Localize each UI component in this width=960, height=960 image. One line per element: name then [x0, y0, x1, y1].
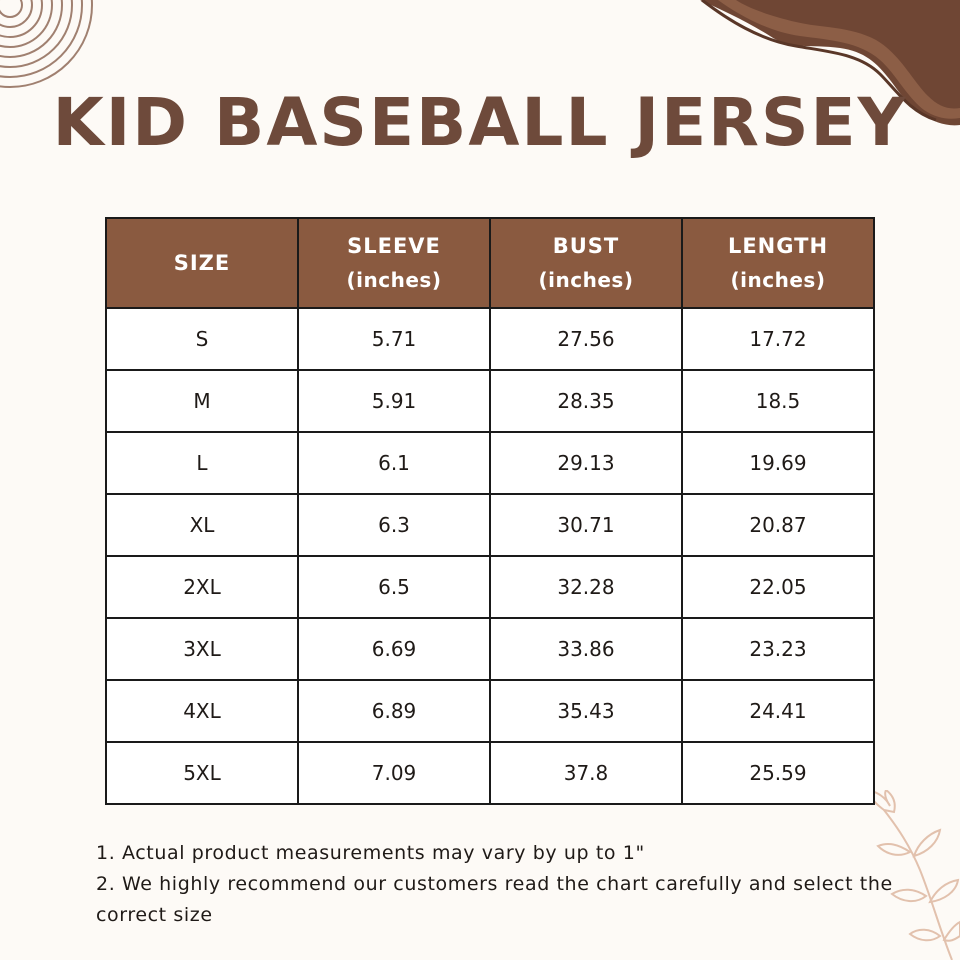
sleeve-cell: 6.1: [298, 432, 490, 494]
size-cell: M: [106, 370, 298, 432]
size-cell: 4XL: [106, 680, 298, 742]
header-unit: (inches): [730, 268, 826, 292]
table-row: [106, 742, 874, 804]
header-sleeve: [298, 218, 490, 308]
length-cell: 18.5: [682, 370, 874, 432]
length-cell: 23.23: [682, 618, 874, 680]
size-cell: 2XL: [106, 556, 298, 618]
bust-cell: 37.8: [490, 742, 682, 804]
table-row: [106, 680, 874, 742]
size-cell: L: [106, 432, 298, 494]
bust-cell: 27.56: [490, 308, 682, 370]
table-row: [106, 370, 874, 432]
table-row: [106, 556, 874, 618]
header-length: [682, 218, 874, 308]
note-read-chart: 2. We highly recommend our customers read the chart carefully and select the correct size: [96, 873, 893, 926]
header-label: BUST: [552, 234, 620, 258]
length-cell: 19.69: [682, 432, 874, 494]
bust-cell: 30.71: [490, 494, 682, 556]
length-cell: 24.41: [682, 680, 874, 742]
sleeve-cell: 6.89: [298, 680, 490, 742]
sleeve-cell: 6.69: [298, 618, 490, 680]
size-cell: 3XL: [106, 618, 298, 680]
table-row: [106, 494, 874, 556]
table-row: [106, 308, 874, 370]
notes-section: [96, 838, 896, 931]
bust-cell: 32.28: [490, 556, 682, 618]
length-cell: 22.05: [682, 556, 874, 618]
sleeve-cell: 5.91: [298, 370, 490, 432]
header-row: [106, 218, 874, 308]
header-label: SIZE: [173, 251, 231, 275]
table-row: [106, 618, 874, 680]
header-unit: (inches): [538, 268, 634, 292]
size-chart-header: [106, 218, 874, 308]
sleeve-cell: 7.09: [298, 742, 490, 804]
table-row: [106, 432, 874, 494]
bust-cell: 33.86: [490, 618, 682, 680]
concentric-rings-icon: [0, 0, 100, 95]
note-measurement-variance: 1. Actual product measurements may vary by up to 1": [96, 842, 645, 864]
bust-cell: 35.43: [490, 680, 682, 742]
bust-cell: 28.35: [490, 370, 682, 432]
size-cell: 5XL: [106, 742, 298, 804]
length-cell: 20.87: [682, 494, 874, 556]
sleeve-cell: 6.3: [298, 494, 490, 556]
size-cell: S: [106, 308, 298, 370]
length-cell: 25.59: [682, 742, 874, 804]
length-cell: 17.72: [682, 308, 874, 370]
bust-cell: 29.13: [490, 432, 682, 494]
sleeve-cell: 5.71: [298, 308, 490, 370]
sleeve-cell: 6.5: [298, 556, 490, 618]
header-size: [106, 218, 298, 308]
page-title: KID BASEBALL JERSEY: [52, 84, 908, 161]
header-label: SLEEVE: [347, 234, 441, 258]
header-bust: [490, 218, 682, 308]
size-chart-table: [105, 217, 875, 805]
size-chart-body: [106, 308, 874, 804]
header-unit: (inches): [346, 268, 442, 292]
size-cell: XL: [106, 494, 298, 556]
header-label: LENGTH: [727, 234, 829, 258]
